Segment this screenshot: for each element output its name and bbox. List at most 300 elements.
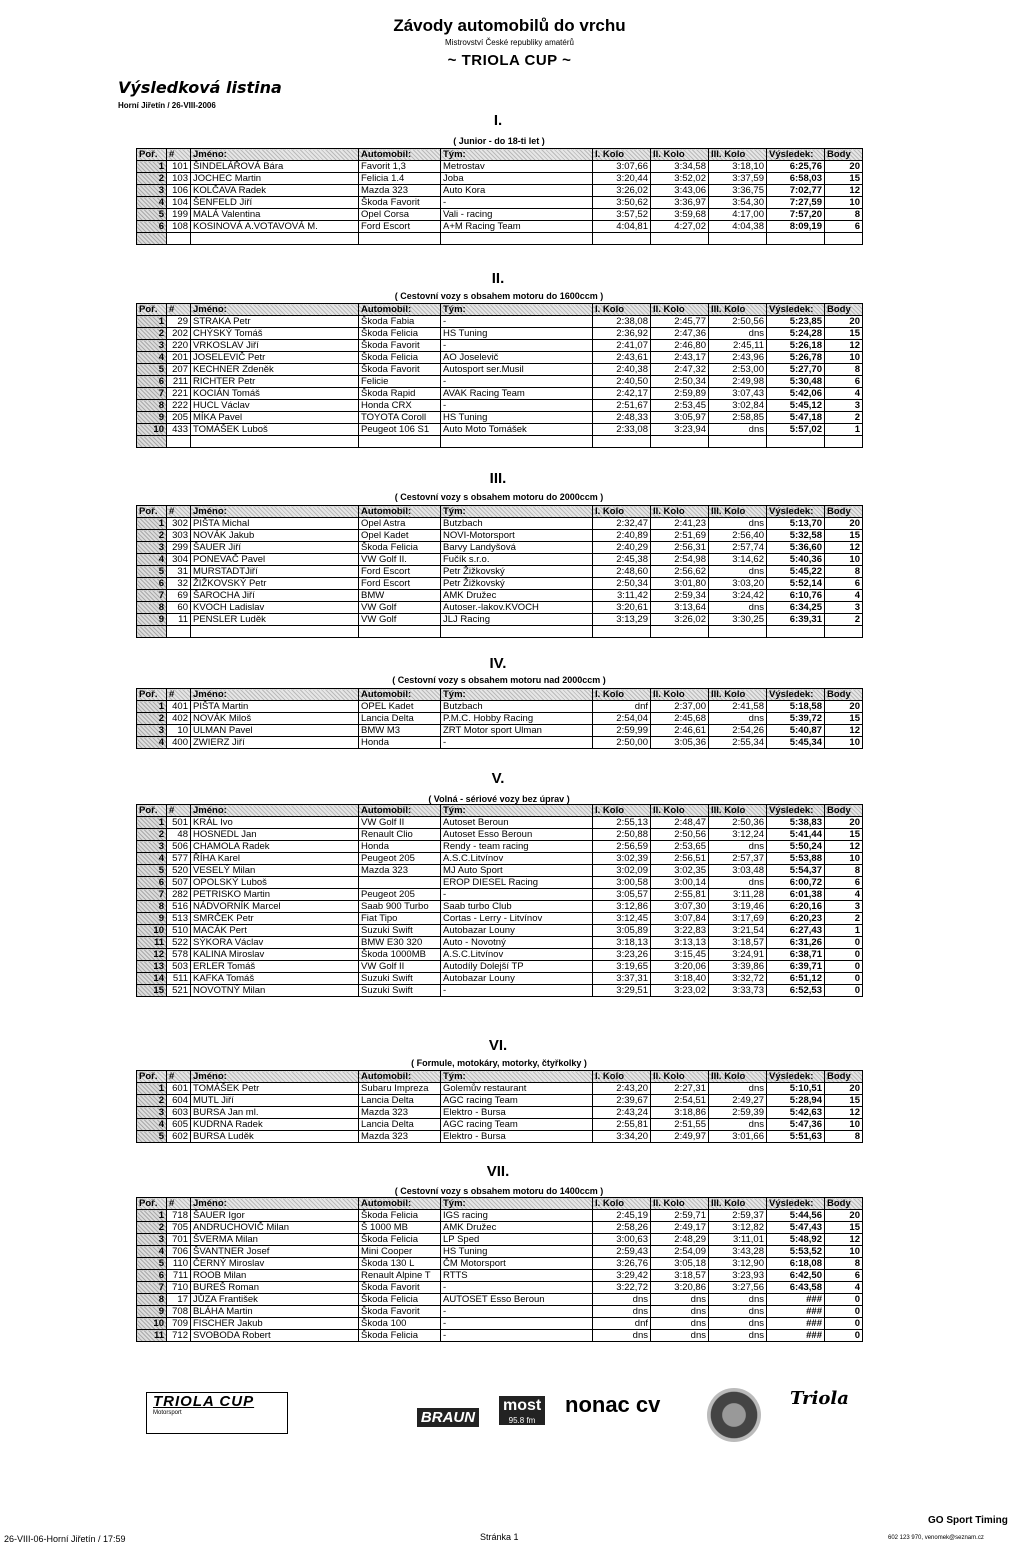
result-cell: 5:45,22: [767, 566, 825, 578]
car-cell: Lancia Delta: [359, 1119, 441, 1131]
result-cell: ###: [767, 1330, 825, 1342]
table-row: [137, 1258, 863, 1270]
driver-name-cell: KVOCH Ladislav: [191, 602, 359, 614]
empty-cell: [767, 436, 825, 448]
run-1-cell: 2:41,07: [593, 340, 651, 352]
result-cell: 5:24,28: [767, 328, 825, 340]
column-header-run-3: III. Kolo: [709, 1198, 767, 1210]
column-header-run-1: I. Kolo: [593, 304, 651, 316]
car-cell: Subaru Impreza: [359, 1083, 441, 1095]
column-header-position: Poř.: [137, 304, 167, 316]
run-2-cell: 3:00,14: [651, 877, 709, 889]
points-cell: 10: [825, 554, 863, 566]
empty-cell: [825, 626, 863, 638]
team-cell: A+M Racing Team: [441, 221, 593, 233]
nonac-logo: nonac cv: [565, 1392, 661, 1417]
results-table: [136, 303, 863, 448]
column-header-result: Výsledek:: [767, 805, 825, 817]
run-1-cell: 2:55,81: [593, 1119, 651, 1131]
run-1-cell: 2:48,60: [593, 566, 651, 578]
start-number-cell: 202: [167, 328, 191, 340]
team-cell: A.S.C.Litvínov: [441, 853, 593, 865]
result-cell: 6:10,76: [767, 590, 825, 602]
run-2-cell: 2:51,69: [651, 530, 709, 542]
car-cell: VW Golf II: [359, 961, 441, 973]
run-2-cell: 2:50,34: [651, 376, 709, 388]
run-3-cell: dns: [709, 1306, 767, 1318]
start-number-cell: 108: [167, 221, 191, 233]
table-row: [137, 364, 863, 376]
run-1-cell: 2:54,04: [593, 713, 651, 725]
driver-name-cell: BURSA Luděk: [191, 1131, 359, 1143]
position-cell: 12: [137, 949, 167, 961]
table-row: [137, 614, 863, 626]
class-description: ( Cestovní vozy s obsahem motoru nad 2000ccm ): [392, 675, 606, 685]
driver-name-cell: ŠAROCHA Jiří: [191, 590, 359, 602]
result-cell: 6:39,31: [767, 614, 825, 626]
points-cell: 20: [825, 701, 863, 713]
triola-cup-logo: [146, 1392, 288, 1434]
radio-most-text: most: [499, 1396, 545, 1416]
run-3-cell: 2:57,37: [709, 853, 767, 865]
points-cell: 2: [825, 614, 863, 626]
position-cell: 11: [137, 1330, 167, 1342]
result-cell: ###: [767, 1294, 825, 1306]
result-cell: 5:39,72: [767, 713, 825, 725]
result-cell: 5:52,14: [767, 578, 825, 590]
team-cell: ZRT Motor sport Ulman: [441, 725, 593, 737]
start-number-cell: 303: [167, 530, 191, 542]
position-cell: 5: [137, 1258, 167, 1270]
car-cell: Ford Escort: [359, 221, 441, 233]
result-cell: 5:26,78: [767, 352, 825, 364]
column-header-points: Body: [825, 304, 863, 316]
run-2-cell: 3:18,57: [651, 1270, 709, 1282]
driver-name-cell: TOMÁŠEK Petr: [191, 1083, 359, 1095]
empty-cell: [359, 233, 441, 245]
position-cell: 9: [137, 412, 167, 424]
team-cell: Autoset Esso Beroun: [441, 829, 593, 841]
result-cell: 5:57,02: [767, 424, 825, 436]
column-header-car: Automobil:: [359, 506, 441, 518]
driver-name-cell: NOVOTNÝ Milan: [191, 985, 359, 997]
start-number-cell: 32: [167, 578, 191, 590]
start-number-cell: 48: [167, 829, 191, 841]
braun-logo-text: BRAUN: [417, 1408, 479, 1427]
team-cell: A.S.C.Litvínov: [441, 949, 593, 961]
run-1-cell: 3:05,57: [593, 889, 651, 901]
driver-name-cell: MÍKA Pavel: [191, 412, 359, 424]
run-1-cell: 3:02,39: [593, 853, 651, 865]
points-cell: 12: [825, 340, 863, 352]
start-number-cell: 110: [167, 1258, 191, 1270]
run-3-cell: 2:53,00: [709, 364, 767, 376]
start-number-cell: 17: [167, 1294, 191, 1306]
team-cell: Elektro - Bursa: [441, 1131, 593, 1143]
run-1-cell: 2:51,67: [593, 400, 651, 412]
run-3-cell: 3:03,48: [709, 865, 767, 877]
run-1-cell: 2:42,17: [593, 388, 651, 400]
car-cell: Opel Corsa: [359, 209, 441, 221]
column-header-run-3: III. Kolo: [709, 149, 767, 161]
position-cell: 1: [137, 1083, 167, 1095]
car-cell: Škoda Favorit: [359, 197, 441, 209]
start-number-cell: 207: [167, 364, 191, 376]
driver-name-cell: KALINA Miroslav: [191, 949, 359, 961]
class-description: ( Cestovní vozy s obsahem motoru do 2000ccm ): [394, 492, 604, 502]
car-cell: Opel Astra: [359, 518, 441, 530]
start-number-cell: 501: [167, 817, 191, 829]
team-cell: -: [441, 197, 593, 209]
points-cell: 4: [825, 590, 863, 602]
results-heading: Výsledková listina: [118, 78, 282, 97]
position-cell: 2: [137, 328, 167, 340]
class-numeral: III.: [489, 470, 507, 487]
run-2-cell: 3:34,58: [651, 161, 709, 173]
table-row: [137, 340, 863, 352]
result-cell: 5:28,94: [767, 1095, 825, 1107]
position-cell: 4: [137, 352, 167, 364]
column-header-result: Výsledek:: [767, 1198, 825, 1210]
points-cell: 12: [825, 185, 863, 197]
run-3-cell: 2:41,58: [709, 701, 767, 713]
start-number-cell: 510: [167, 925, 191, 937]
column-header-position: Poř.: [137, 805, 167, 817]
empty-row: [137, 233, 863, 245]
page-title: Závody automobilů do vrchu: [393, 16, 626, 35]
run-1-cell: 3:57,52: [593, 209, 651, 221]
run-2-cell: 3:01,80: [651, 578, 709, 590]
empty-cell: [709, 233, 767, 245]
points-cell: 12: [825, 841, 863, 853]
table-row: [137, 209, 863, 221]
column-header-position: Poř.: [137, 506, 167, 518]
run-2-cell: 3:59,68: [651, 209, 709, 221]
position-cell: 2: [137, 173, 167, 185]
column-header-team: Tým:: [441, 149, 593, 161]
table-row: [137, 701, 863, 713]
car-cell: Suzuki Swift: [359, 925, 441, 937]
car-cell: Škoda Felicia: [359, 1330, 441, 1342]
start-number-cell: 712: [167, 1330, 191, 1342]
result-cell: 5:45,34: [767, 737, 825, 749]
run-1-cell: 2:40,50: [593, 376, 651, 388]
table-row: [137, 985, 863, 997]
points-cell: 8: [825, 209, 863, 221]
points-cell: 8: [825, 1131, 863, 1143]
start-number-cell: 709: [167, 1318, 191, 1330]
table-row: [137, 1107, 863, 1119]
points-cell: 12: [825, 542, 863, 554]
driver-name-cell: TOMÁŠEK Luboš: [191, 424, 359, 436]
points-cell: 0: [825, 985, 863, 997]
column-header-car: Automobil:: [359, 1198, 441, 1210]
run-1-cell: 3:26,76: [593, 1258, 651, 1270]
team-cell: -: [441, 400, 593, 412]
position-cell: 1: [137, 817, 167, 829]
run-1-cell: dnf: [593, 701, 651, 713]
run-2-cell: dns: [651, 1318, 709, 1330]
driver-name-cell: BUREŠ Roman: [191, 1282, 359, 1294]
column-header-run-2: II. Kolo: [651, 1198, 709, 1210]
car-cell: Honda: [359, 737, 441, 749]
position-cell: 14: [137, 973, 167, 985]
car-cell: TOYOTA Coroll: [359, 412, 441, 424]
points-cell: 10: [825, 352, 863, 364]
car-cell: Suzuki Swift: [359, 985, 441, 997]
team-cell: ČM Motorsport: [441, 1258, 593, 1270]
result-cell: 5:13,70: [767, 518, 825, 530]
car-cell: Saab 900 Turbo: [359, 901, 441, 913]
table-row: [137, 185, 863, 197]
column-header-points: Body: [825, 1198, 863, 1210]
column-header-car: Automobil:: [359, 304, 441, 316]
column-header-run-1: I. Kolo: [593, 149, 651, 161]
run-2-cell: 3:52,02: [651, 173, 709, 185]
car-cell: BMW: [359, 590, 441, 602]
page-subtitle: Mistrovství České republiky amatérů: [445, 38, 574, 47]
run-3-cell: 4:17,00: [709, 209, 767, 221]
team-cell: HS Tuning: [441, 1246, 593, 1258]
run-3-cell: 3:12,82: [709, 1222, 767, 1234]
team-cell: RTTS: [441, 1270, 593, 1282]
table-row: [137, 961, 863, 973]
class-numeral: VI.: [488, 1037, 508, 1054]
result-cell: 5:47,36: [767, 1119, 825, 1131]
column-header-team: Tým:: [441, 805, 593, 817]
points-cell: 3: [825, 602, 863, 614]
start-number-cell: 507: [167, 877, 191, 889]
points-cell: 4: [825, 1282, 863, 1294]
table-header-row: [137, 1198, 863, 1210]
table-row: [137, 602, 863, 614]
run-3-cell: 2:45,11: [709, 340, 767, 352]
run-2-cell: 2:53,45: [651, 400, 709, 412]
position-cell: 7: [137, 590, 167, 602]
driver-name-cell: PENSLER Luděk: [191, 614, 359, 626]
car-cell: Škoda Favorit: [359, 1306, 441, 1318]
column-header-car: Automobil:: [359, 1071, 441, 1083]
driver-name-cell: HUCL Václav: [191, 400, 359, 412]
team-cell: -: [441, 889, 593, 901]
start-number-cell: 199: [167, 209, 191, 221]
results-table: [136, 804, 863, 997]
team-cell: Metrostav: [441, 161, 593, 173]
team-cell: AVAK Racing Team: [441, 388, 593, 400]
result-cell: 6:38,71: [767, 949, 825, 961]
result-cell: 5:51,63: [767, 1131, 825, 1143]
empty-cell: [167, 233, 191, 245]
empty-cell: [767, 233, 825, 245]
empty-cell: [651, 233, 709, 245]
run-2-cell: 2:45,68: [651, 713, 709, 725]
run-2-cell: 2:49,17: [651, 1222, 709, 1234]
driver-name-cell: VESELÝ Milan: [191, 865, 359, 877]
table-row: [137, 925, 863, 937]
column-header-run-3: III. Kolo: [709, 805, 767, 817]
car-cell: Škoda Fabia: [359, 316, 441, 328]
points-cell: 6: [825, 221, 863, 233]
column-header-run-3: III. Kolo: [709, 689, 767, 701]
start-number-cell: 211: [167, 376, 191, 388]
driver-name-cell: KECHNER Zdeněk: [191, 364, 359, 376]
class-numeral: II.: [491, 270, 505, 287]
empty-cell: [651, 626, 709, 638]
points-cell: 15: [825, 713, 863, 725]
team-cell: AGC racing Team: [441, 1119, 593, 1131]
run-3-cell: 3:23,93: [709, 1270, 767, 1282]
run-3-cell: 3:01,66: [709, 1131, 767, 1143]
position-cell: 2: [137, 829, 167, 841]
team-cell: AUTOSET Esso Beroun: [441, 1294, 593, 1306]
start-number-cell: 104: [167, 197, 191, 209]
driver-name-cell: KAFKA Tomáš: [191, 973, 359, 985]
results-table: [136, 688, 863, 749]
team-cell: Autobazar Louny: [441, 925, 593, 937]
result-cell: 6:43,58: [767, 1282, 825, 1294]
column-header-driver-name: Jméno:: [191, 1071, 359, 1083]
table-header-row: [137, 689, 863, 701]
result-cell: 6:31,26: [767, 937, 825, 949]
team-cell: LP Sped: [441, 1234, 593, 1246]
run-2-cell: 4:27,02: [651, 221, 709, 233]
run-1-cell: 2:45,19: [593, 1210, 651, 1222]
team-cell: Butzbach: [441, 701, 593, 713]
position-cell: 3: [137, 725, 167, 737]
result-cell: 6:00,72: [767, 877, 825, 889]
table-row: [137, 713, 863, 725]
run-3-cell: 3:03,20: [709, 578, 767, 590]
run-1-cell: 3:22,72: [593, 1282, 651, 1294]
driver-name-cell: MURSTADTJiří: [191, 566, 359, 578]
run-3-cell: 2:58,85: [709, 412, 767, 424]
result-cell: 5:42,63: [767, 1107, 825, 1119]
run-1-cell: 3:12,86: [593, 901, 651, 913]
driver-name-cell: SVOBODA Robert: [191, 1330, 359, 1342]
points-cell: 1: [825, 424, 863, 436]
event-place-date: Horní Jiřetín / 26-VIII-2006: [118, 101, 216, 110]
car-cell: Škoda Favorit: [359, 340, 441, 352]
run-3-cell: 3:27,56: [709, 1282, 767, 1294]
table-row: [137, 376, 863, 388]
run-3-cell: 3:21,54: [709, 925, 767, 937]
car-cell: Suzuki Swift: [359, 973, 441, 985]
run-2-cell: 3:15,45: [651, 949, 709, 961]
run-2-cell: 2:56,62: [651, 566, 709, 578]
driver-name-cell: OPOLSKÝ Luboš: [191, 877, 359, 889]
run-2-cell: 3:05,97: [651, 412, 709, 424]
car-cell: Renault Alpine T: [359, 1270, 441, 1282]
table-row: [137, 221, 863, 233]
start-number-cell: 521: [167, 985, 191, 997]
result-cell: 5:18,58: [767, 701, 825, 713]
run-2-cell: 2:41,23: [651, 518, 709, 530]
driver-name-cell: ZWIERZ Jiří: [191, 737, 359, 749]
column-header-car: Automobil:: [359, 149, 441, 161]
table-row: [137, 197, 863, 209]
car-cell: Fiat Tipo: [359, 913, 441, 925]
driver-name-cell: NOVÁK Jakub: [191, 530, 359, 542]
column-header-start-number: #: [167, 1071, 191, 1083]
empty-cell: [441, 436, 593, 448]
start-number-cell: 60: [167, 602, 191, 614]
run-1-cell: 2:45,38: [593, 554, 651, 566]
class-numeral: V.: [491, 770, 505, 787]
table-row: [137, 889, 863, 901]
empty-cell: [593, 436, 651, 448]
result-cell: 6:51,12: [767, 973, 825, 985]
column-header-team: Tým:: [441, 304, 593, 316]
position-cell: 9: [137, 1306, 167, 1318]
column-header-position: Poř.: [137, 689, 167, 701]
run-1-cell: 3:12,45: [593, 913, 651, 925]
team-cell: -: [441, 1306, 593, 1318]
run-1-cell: 3:11,42: [593, 590, 651, 602]
class-description: ( Volná - sériové vozy bez úprav ): [428, 794, 570, 804]
run-3-cell: 2:49,98: [709, 376, 767, 388]
table-row: [137, 1294, 863, 1306]
run-2-cell: 3:23,94: [651, 424, 709, 436]
car-cell: Peugeot 205: [359, 853, 441, 865]
position-cell: 2: [137, 530, 167, 542]
start-number-cell: 433: [167, 424, 191, 436]
car-cell: Škoda Favorit: [359, 364, 441, 376]
run-3-cell: 3:17,69: [709, 913, 767, 925]
start-number-cell: 106: [167, 185, 191, 197]
run-3-cell: 3:14,62: [709, 554, 767, 566]
start-number-cell: 520: [167, 865, 191, 877]
triola-logo: Triola: [790, 1388, 849, 1409]
team-cell: Cortas - Lerry - Litvínov: [441, 913, 593, 925]
position-cell: 5: [137, 209, 167, 221]
timing-contact: 602 123 970, venomek@seznam.cz: [888, 1535, 984, 1541]
points-cell: 10: [825, 197, 863, 209]
table-header-row: [137, 506, 863, 518]
run-2-cell: 2:54,09: [651, 1246, 709, 1258]
result-cell: 5:45,12: [767, 400, 825, 412]
start-number-cell: 205: [167, 412, 191, 424]
table-row: [137, 530, 863, 542]
car-cell: Ford Escort: [359, 566, 441, 578]
run-2-cell: 3:02,35: [651, 865, 709, 877]
run-2-cell: 3:07,84: [651, 913, 709, 925]
result-cell: 6:18,08: [767, 1258, 825, 1270]
driver-name-cell: ŠINDELÁŘOVÁ Bára: [191, 161, 359, 173]
run-2-cell: 3:43,06: [651, 185, 709, 197]
team-cell: -: [441, 340, 593, 352]
team-cell: AMK Družec: [441, 1222, 593, 1234]
position-cell: 15: [137, 985, 167, 997]
car-cell: BMW E30 320: [359, 937, 441, 949]
run-3-cell: dns: [709, 566, 767, 578]
run-1-cell: 3:07,66: [593, 161, 651, 173]
result-cell: 5:48,92: [767, 1234, 825, 1246]
team-cell: AGC racing Team: [441, 1095, 593, 1107]
run-1-cell: 2:50,34: [593, 578, 651, 590]
team-cell: Auto Kora: [441, 185, 593, 197]
car-cell: Felicie: [359, 376, 441, 388]
result-cell: 5:32,58: [767, 530, 825, 542]
column-header-start-number: #: [167, 689, 191, 701]
run-1-cell: 2:39,67: [593, 1095, 651, 1107]
points-cell: 8: [825, 364, 863, 376]
run-3-cell: dns: [709, 877, 767, 889]
run-1-cell: 3:34,20: [593, 1131, 651, 1143]
class-numeral: IV.: [489, 655, 507, 672]
position-cell: 10: [137, 1318, 167, 1330]
driver-name-cell: MALÁ Valentina: [191, 209, 359, 221]
car-cell: Mazda 323: [359, 1107, 441, 1119]
